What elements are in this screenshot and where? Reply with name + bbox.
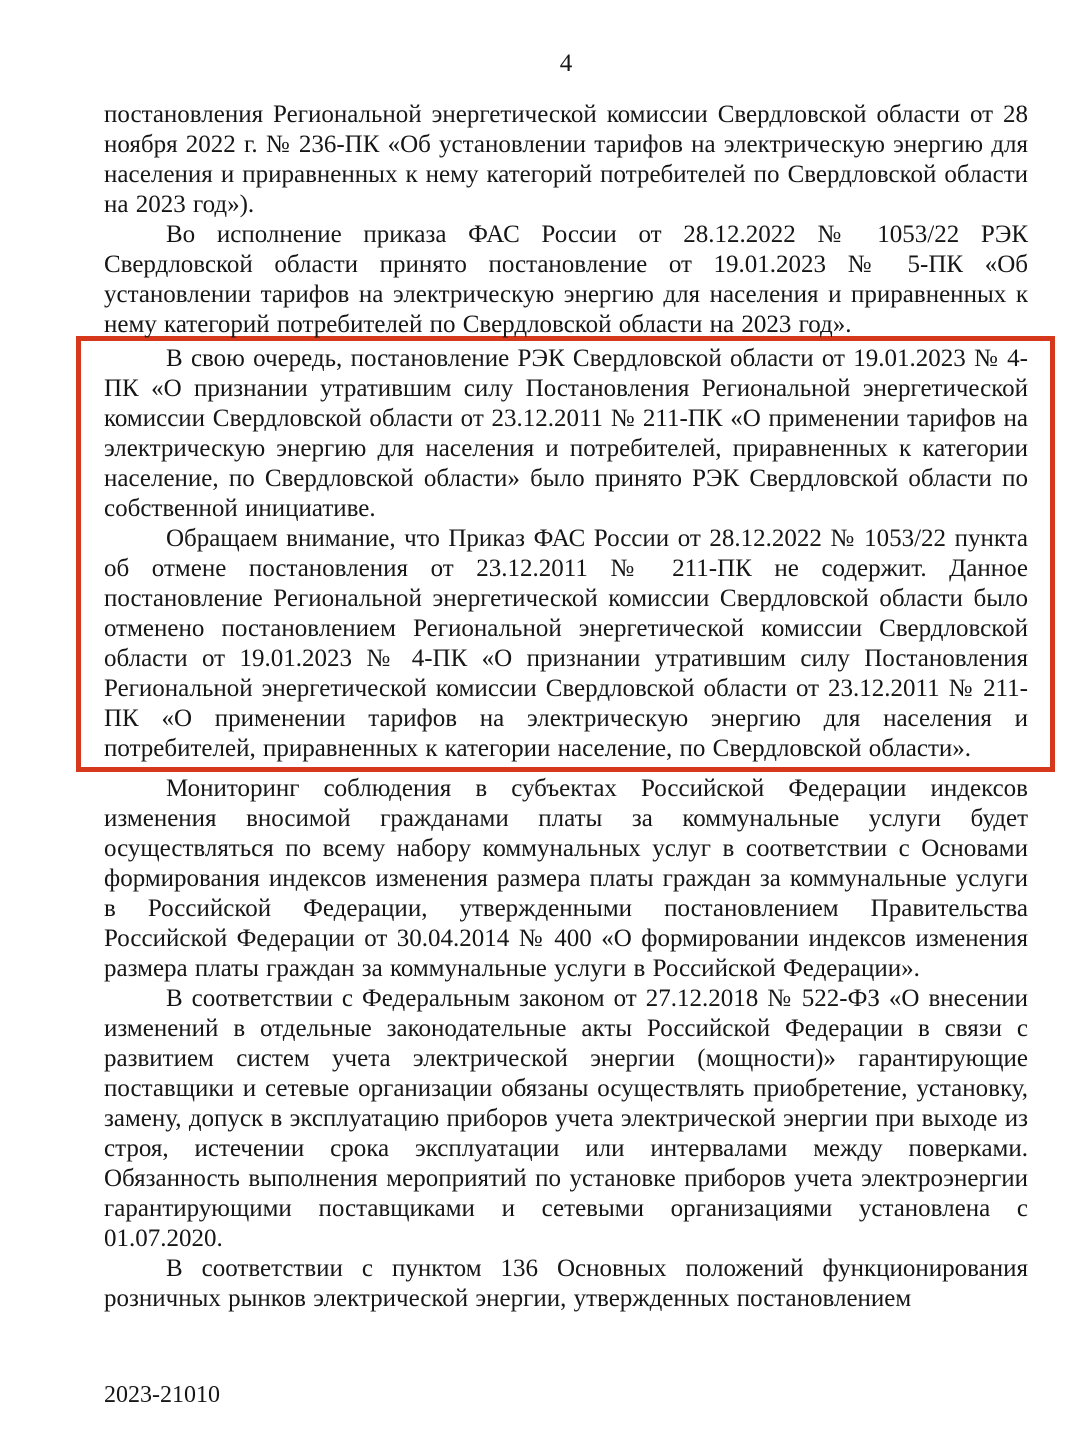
paragraph: Мониторинг соблюдения в субъектах Российской Федерации индексов изменения вносимой гражданами платы за коммунальные услуги будет осуществляться по всему набору коммунальных услуг в соответствии с Основами формирования индексов изменения размера платы граждан за коммунальные услуги в Российской Федерации, утвержденными постановлением Правительства Российской Федерации от 30.04.2014 № 400 «О формировании индексов изменения размера платы граждан за коммунальные услуги в Российской Федерации». (104, 775, 1028, 982)
paragraph: В соответствии с Федеральным законом от 27.12.2018 № 522-ФЗ «О внесении изменений в отдельные законодательные акты Российской Федерации в связи с развитием систем учета электрической энергии (мощности)» гарантирующие поставщики и сетевые организации обязаны осуществлять приобретение, установку, замену, допуск в эксплуатацию приборов учета электрической энергии при выходе из строя, истечении срока эксплуатации или интервалами между поверками. Обязанность выполнения мероприятий по установке приборов учета электроэнергии гарантирующими поставщиками и сетевыми организациями установлена с 01.07.2020. (104, 985, 1028, 1252)
paragraph: В свою очередь, постановление РЭК Свердловской области от 19.01.2023 № 4-ПК «О признании утратившим силу Постановления Региональной энергетической комиссии Свердловской области от 23.12.2011 № 211-ПК «О применении тарифов на электрическую энергию для населения и потребителей, приравненных к категории население, по Свердловской области» было принято РЭК Свердловской области по собственной инициативе. (104, 345, 1028, 522)
document-body (104, 100, 1028, 1314)
paragraph: постановления Региональной энергетической комиссии Свердловской области от 28 ноября 2022 г. № 236-ПК «Об установлении тарифов на электрическую энергию для населения и приравненных к нему категорий потребителей по Свердловской области на 2023 год»). (104, 101, 1028, 218)
paragraph: В соответствии с пунктом 136 Основных положений функционирования розничных рынков электрической энергии, утвержденных постановлением (104, 1255, 1028, 1312)
paragraph: Обращаем внимание, что Приказ ФАС России от 28.12.2022 № 1053/22 пункта об отмене постановления от 23.12.2011 № 211-ПК не содержит. Данное постановление Региональной энергетической комиссии Свердловской области было отменено постановлением Региональной энергетической комиссии Свердловской области от 19.01.2023 № 4-ПК «О признании утратившим силу Постановления Региональной энергетической комиссии Свердловской области от 23.12.2011 № 211-ПК «О применении тарифов на электрическую энергию для населения и потребителей, приравненных к категории население, по Свердловской области». (104, 525, 1028, 762)
paragraph: Во исполнение приказа ФАС России от 28.12.2022 № 1053/22 РЭК Свердловской области принято постановление от 19.01.2023 № 5-ПК «Об установлении тарифов на электрическую энергию для населения и приравненных к нему категорий потребителей по Свердловской области на 2023 год». (104, 221, 1028, 338)
footer-document-code: 2023-21010 (104, 1382, 220, 1408)
page-number: 4 (559, 50, 573, 77)
highlight-box (76, 336, 1055, 772)
